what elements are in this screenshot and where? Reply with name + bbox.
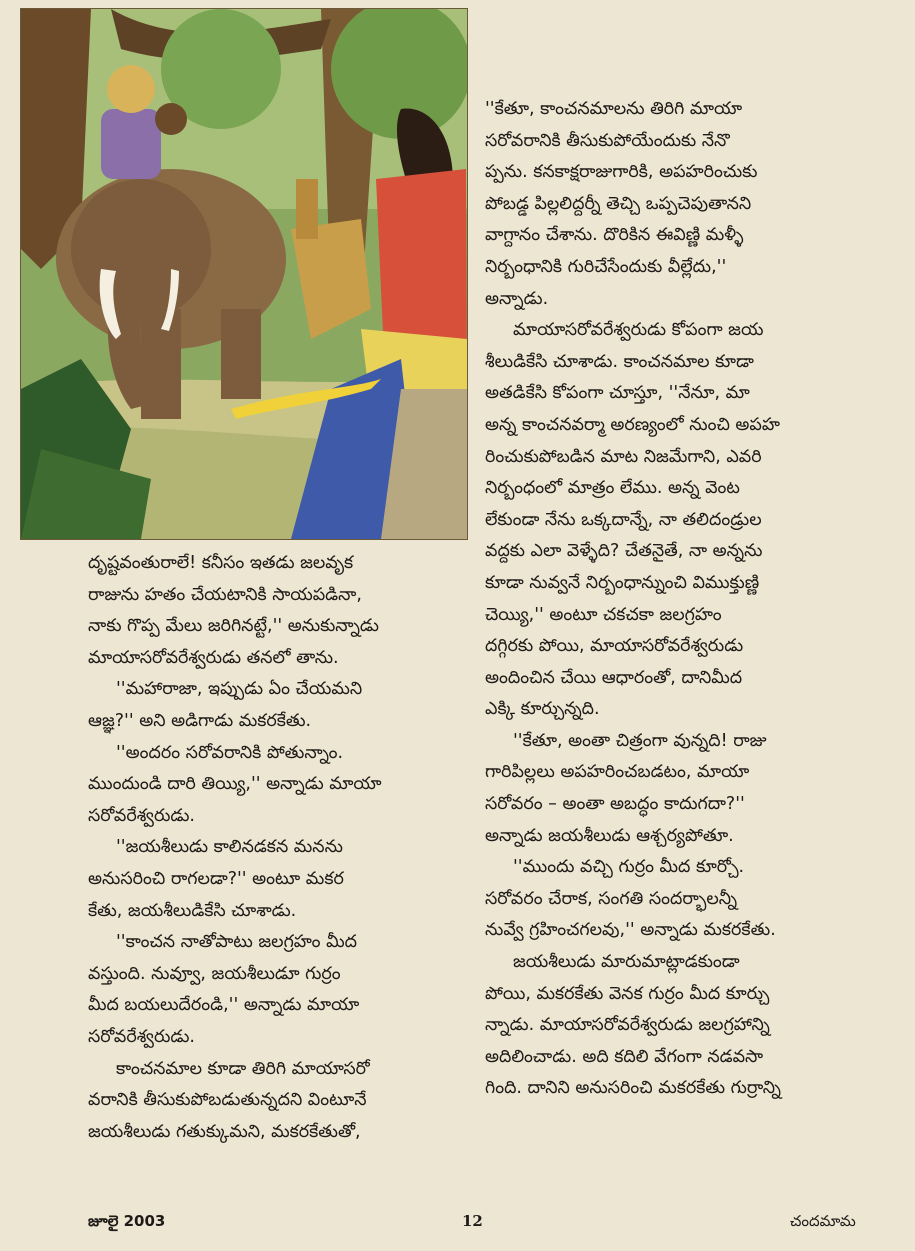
text-line: జయశీలుడు గతుక్కుమని, మకరకేతుతో, [88,1121,361,1142]
story-illustration [20,8,468,540]
text-line: న్నాడు. మాయాసరోవరేశ్వరుడు జలగ్రహాన్ని [485,1015,770,1036]
text-line: రించుకుపోబడిన మాట నిజమేగాని, ఎవరి [485,446,762,467]
text-line: శీలుడికేసి చూశాడు. కాంచనమాల కూడా [485,351,754,372]
text-line: ''కేతూ, అంతా చిత్రంగా వున్నది! రాజు [513,730,767,751]
text-line: అదిలించాడు. అది కదిలి వేగంగా నడవసా [485,1046,764,1067]
right-text-column [485,94,895,1105]
text-line: కూడా నువ్వనే నిర్బంధాన్నుంచి విముక్తుణ్ణి [485,572,760,593]
text-line: నిర్బంధానికి గురిచేసేందుకు వీల్లేదు,'' [485,256,727,277]
text-line: మాయాసరోవరేశ్వరుడు కోపంగా జయ [513,320,764,341]
text-line: ముందుండి దారి తియ్యి,'' అన్నాడు మాయా [88,774,382,795]
text-line: వస్తుంది. నువ్వూ, జయశీలుడూ గుర్రం [88,963,341,984]
text-line: సరోవరం చేరాక, సంగతి సందర్భాలన్నీ [485,888,738,909]
text-line: సరోవరానికి తీసుకుపోయేందుకు నేనొ [485,130,730,151]
text-line: కాంచనమాల కూడా తిరిగి మాయాసరో [116,1058,370,1079]
text-line: అనుసరించి రాగలడా?'' అంటూ మకర [88,868,344,889]
text-line: నాకు గొప్ప మేలు జరిగినట్టే,'' అనుకున్నాడు [88,616,379,637]
text-line: ''కేతూ, కాంచనమాలను తిరిగి మాయా [485,99,743,119]
text-line: దృష్టవంతురాలే! కనీసం ఇతడు జలవృక [88,553,354,573]
text-line: వద్దకు ఎలా వెళ్ళేది? చేతనైతే, నా అన్నను [485,541,763,562]
text-line: వాగ్దానం చేశాను. దొరికిన ఈవిణ్ణి మళ్ళీ [485,225,744,246]
text-line: లేకుండా నేను ఒక్కదాన్నే, నా తలిదండ్రుల [485,509,762,530]
left-text-column [88,548,470,1148]
text-line: జయశీలుడు మారుమాట్లాడకుండా [513,952,740,973]
text-line: ''అందరం సరోవరానికి పోతున్నాం. [116,742,344,763]
text-line: ఆజ్ఞ?'' అని అడిగాడు మకరకేతు. [88,710,312,731]
text-line: ''మహారాజా, ఇప్పుడు ఏం చేయమని [116,679,363,700]
page-footer [0,1210,915,1240]
text-line: వరానికి తీసుకుపోబడుతున్నదని వింటూనే [88,1090,367,1111]
text-line: నువ్వే గ్రహించగలవు,'' అన్నాడు మకరకేతు. [485,920,776,941]
text-line: సరోవరేశ్వరుడు. [88,805,195,826]
text-line: చెయ్యి,'' అంటూ చకచకా జలగ్రహం [485,604,722,625]
text-line: ప్పను. కనకాక్షరాజుగారికి, అపహరించుకు [485,162,758,183]
page-number: 12 [462,1212,483,1230]
text-line: సరోవరేశ్వరుడు. [88,1026,195,1047]
text-line: సరోవరం – అంతా అబద్ధం కాదుగదా?'' [485,794,745,815]
text-line: కేతు, జయశీలుడికేసి చూశాడు. [88,900,297,921]
text-line: మీద బయలుదేరండి,'' అన్నాడు మాయా [88,995,360,1016]
issue-month: జూలై 2003 [88,1212,166,1230]
text-line: పోయి, మకరకేతు వెనక గుర్రం మీద కూర్చు [485,983,770,1004]
text-line: అన్నాడు. [485,288,549,309]
text-line: గారిపిల్లలు అపహరించబడటం, మాయా [485,762,750,783]
text-line: ''ముందు వచ్చి గుర్రం మీద కూర్చో. [513,857,745,878]
elephant-scene-illustration [21,9,467,539]
text-line: అన్న కాంచనవర్మా అరణ్యంలో నుంచి అపహ [485,414,780,435]
magazine-name: చందమామ [790,1212,856,1230]
text-line: మాయాసరోవరేశ్వరుడు తనలో తాను. [88,647,339,668]
text-line: రాజును హతం చేయటానికి సాయపడినా, [88,584,362,605]
text-line: దగ్గిరకు పోయి, మాయాసరోవరేశ్వరుడు [485,636,744,657]
text-line: ''జయశీలుడు కాలినడకన మనను [116,837,343,858]
text-line: ''కాంచన నాతోపాటు జలగ్రహం మీద [116,932,357,953]
text-line: గింది. దానిని అనుసరించి మకరకేతు గుర్రాన్ని [485,1078,781,1099]
text-line: అతడికేసి కోపంగా చూస్తూ, ''నేనూ, మా [485,383,750,404]
text-line: పోబడ్డ పిల్లలిద్దర్నీ తెచ్చి ఒప్పచెపుతానని [485,193,752,214]
text-line: అందించిన చేయి ఆధారంతో, దానిమీద [485,667,743,688]
text-line: నిర్బంధంలో మాత్రం లేము. అన్న వెంట [485,478,740,499]
text-line: ఎక్కి కూర్చున్నది. [485,699,600,720]
text-line: అన్నాడు జయశీలుడు ఆశ్చర్యపోతూ. [485,825,734,846]
